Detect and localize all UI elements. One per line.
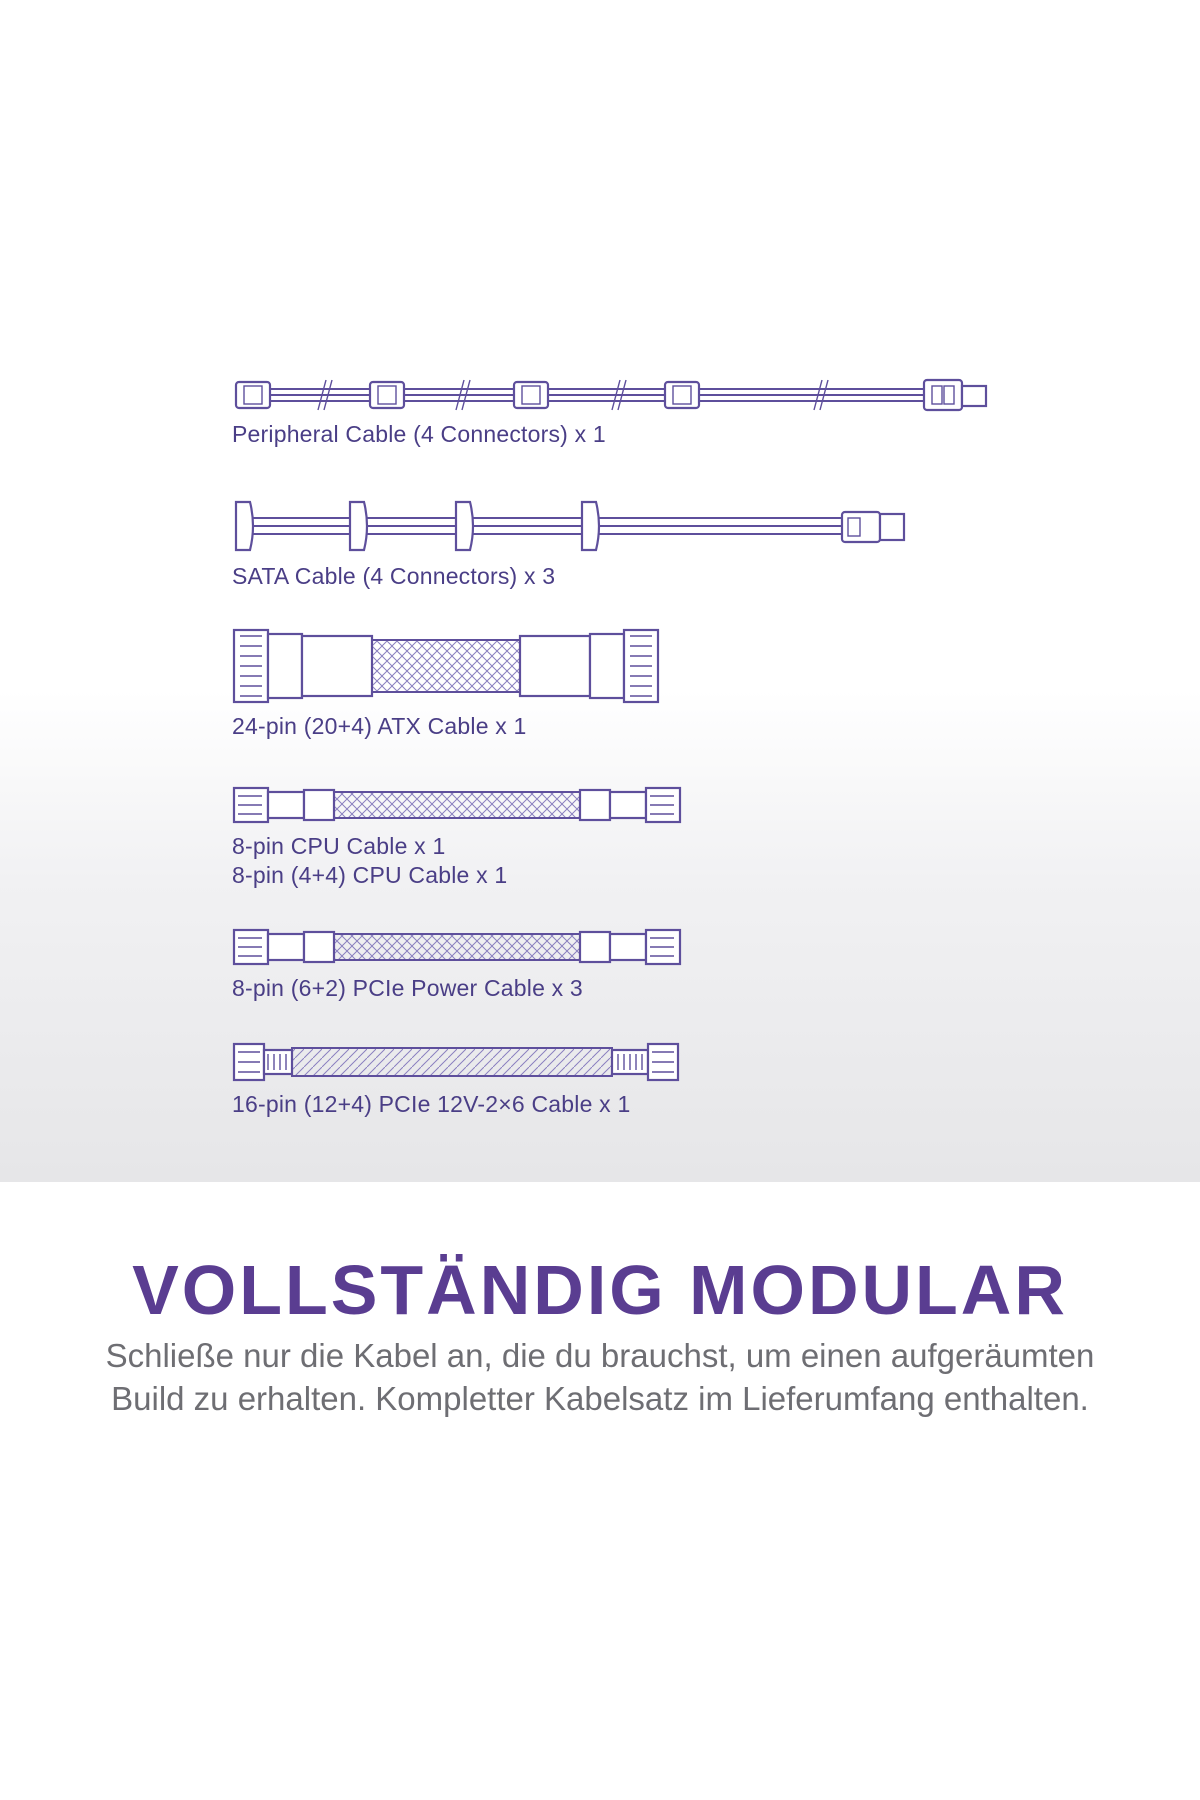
pcie-8pin-cable xyxy=(232,926,682,1003)
description-line: Build zu erhalten. Kompletter Kabelsatz im Lieferumfang enthalten. xyxy=(111,1380,1089,1417)
cable-label-line: SATA Cable (4 Connectors) x 3 xyxy=(232,563,556,589)
peripheral-cable xyxy=(232,374,1002,449)
sata-cable xyxy=(232,496,912,591)
cable-label-line: 16-pin (12+4) PCIe 12V-2×6 Cable x 1 xyxy=(232,1091,631,1117)
pcie-8pin-cable-label xyxy=(232,974,682,1003)
cpu-8pin-cable-label xyxy=(232,832,682,890)
cable-label-line: 8-pin (6+2) PCIe Power Cable x 3 xyxy=(232,975,583,1001)
cable-label-line: Peripheral Cable (4 Connectors) x 1 xyxy=(232,421,606,447)
sata-cable-label xyxy=(232,562,912,591)
pcie-16pin-cable-illustration xyxy=(232,1040,682,1084)
cable-label-line: 8-pin (4+4) CPU Cable x 1 xyxy=(232,862,508,888)
atx-24pin-cable-label xyxy=(232,712,682,741)
cable-label-line: 24-pin (20+4) ATX Cable x 1 xyxy=(232,713,527,739)
headline: VOLLSTÄNDIG MODULAR xyxy=(132,1251,1068,1329)
pcie-8pin-cable-illustration xyxy=(232,926,682,968)
cpu-8pin-cable-illustration xyxy=(232,784,682,826)
cpu-8pin-cable xyxy=(232,784,682,890)
description-text xyxy=(40,1334,1160,1420)
atx-24pin-cable-illustration xyxy=(232,626,682,706)
cable-label-line: 8-pin CPU Cable x 1 xyxy=(232,833,446,859)
pcie-16pin-cable-label xyxy=(232,1090,682,1119)
sata-cable-illustration xyxy=(232,496,912,556)
description-line: Schließe nur die Kabel an, die du brauchst, um einen aufgeräumten xyxy=(105,1337,1095,1374)
peripheral-cable-illustration xyxy=(232,374,1002,414)
peripheral-cable-label xyxy=(232,420,1002,449)
pcie-16pin-cable xyxy=(232,1040,682,1119)
atx-24pin-cable xyxy=(232,626,682,741)
